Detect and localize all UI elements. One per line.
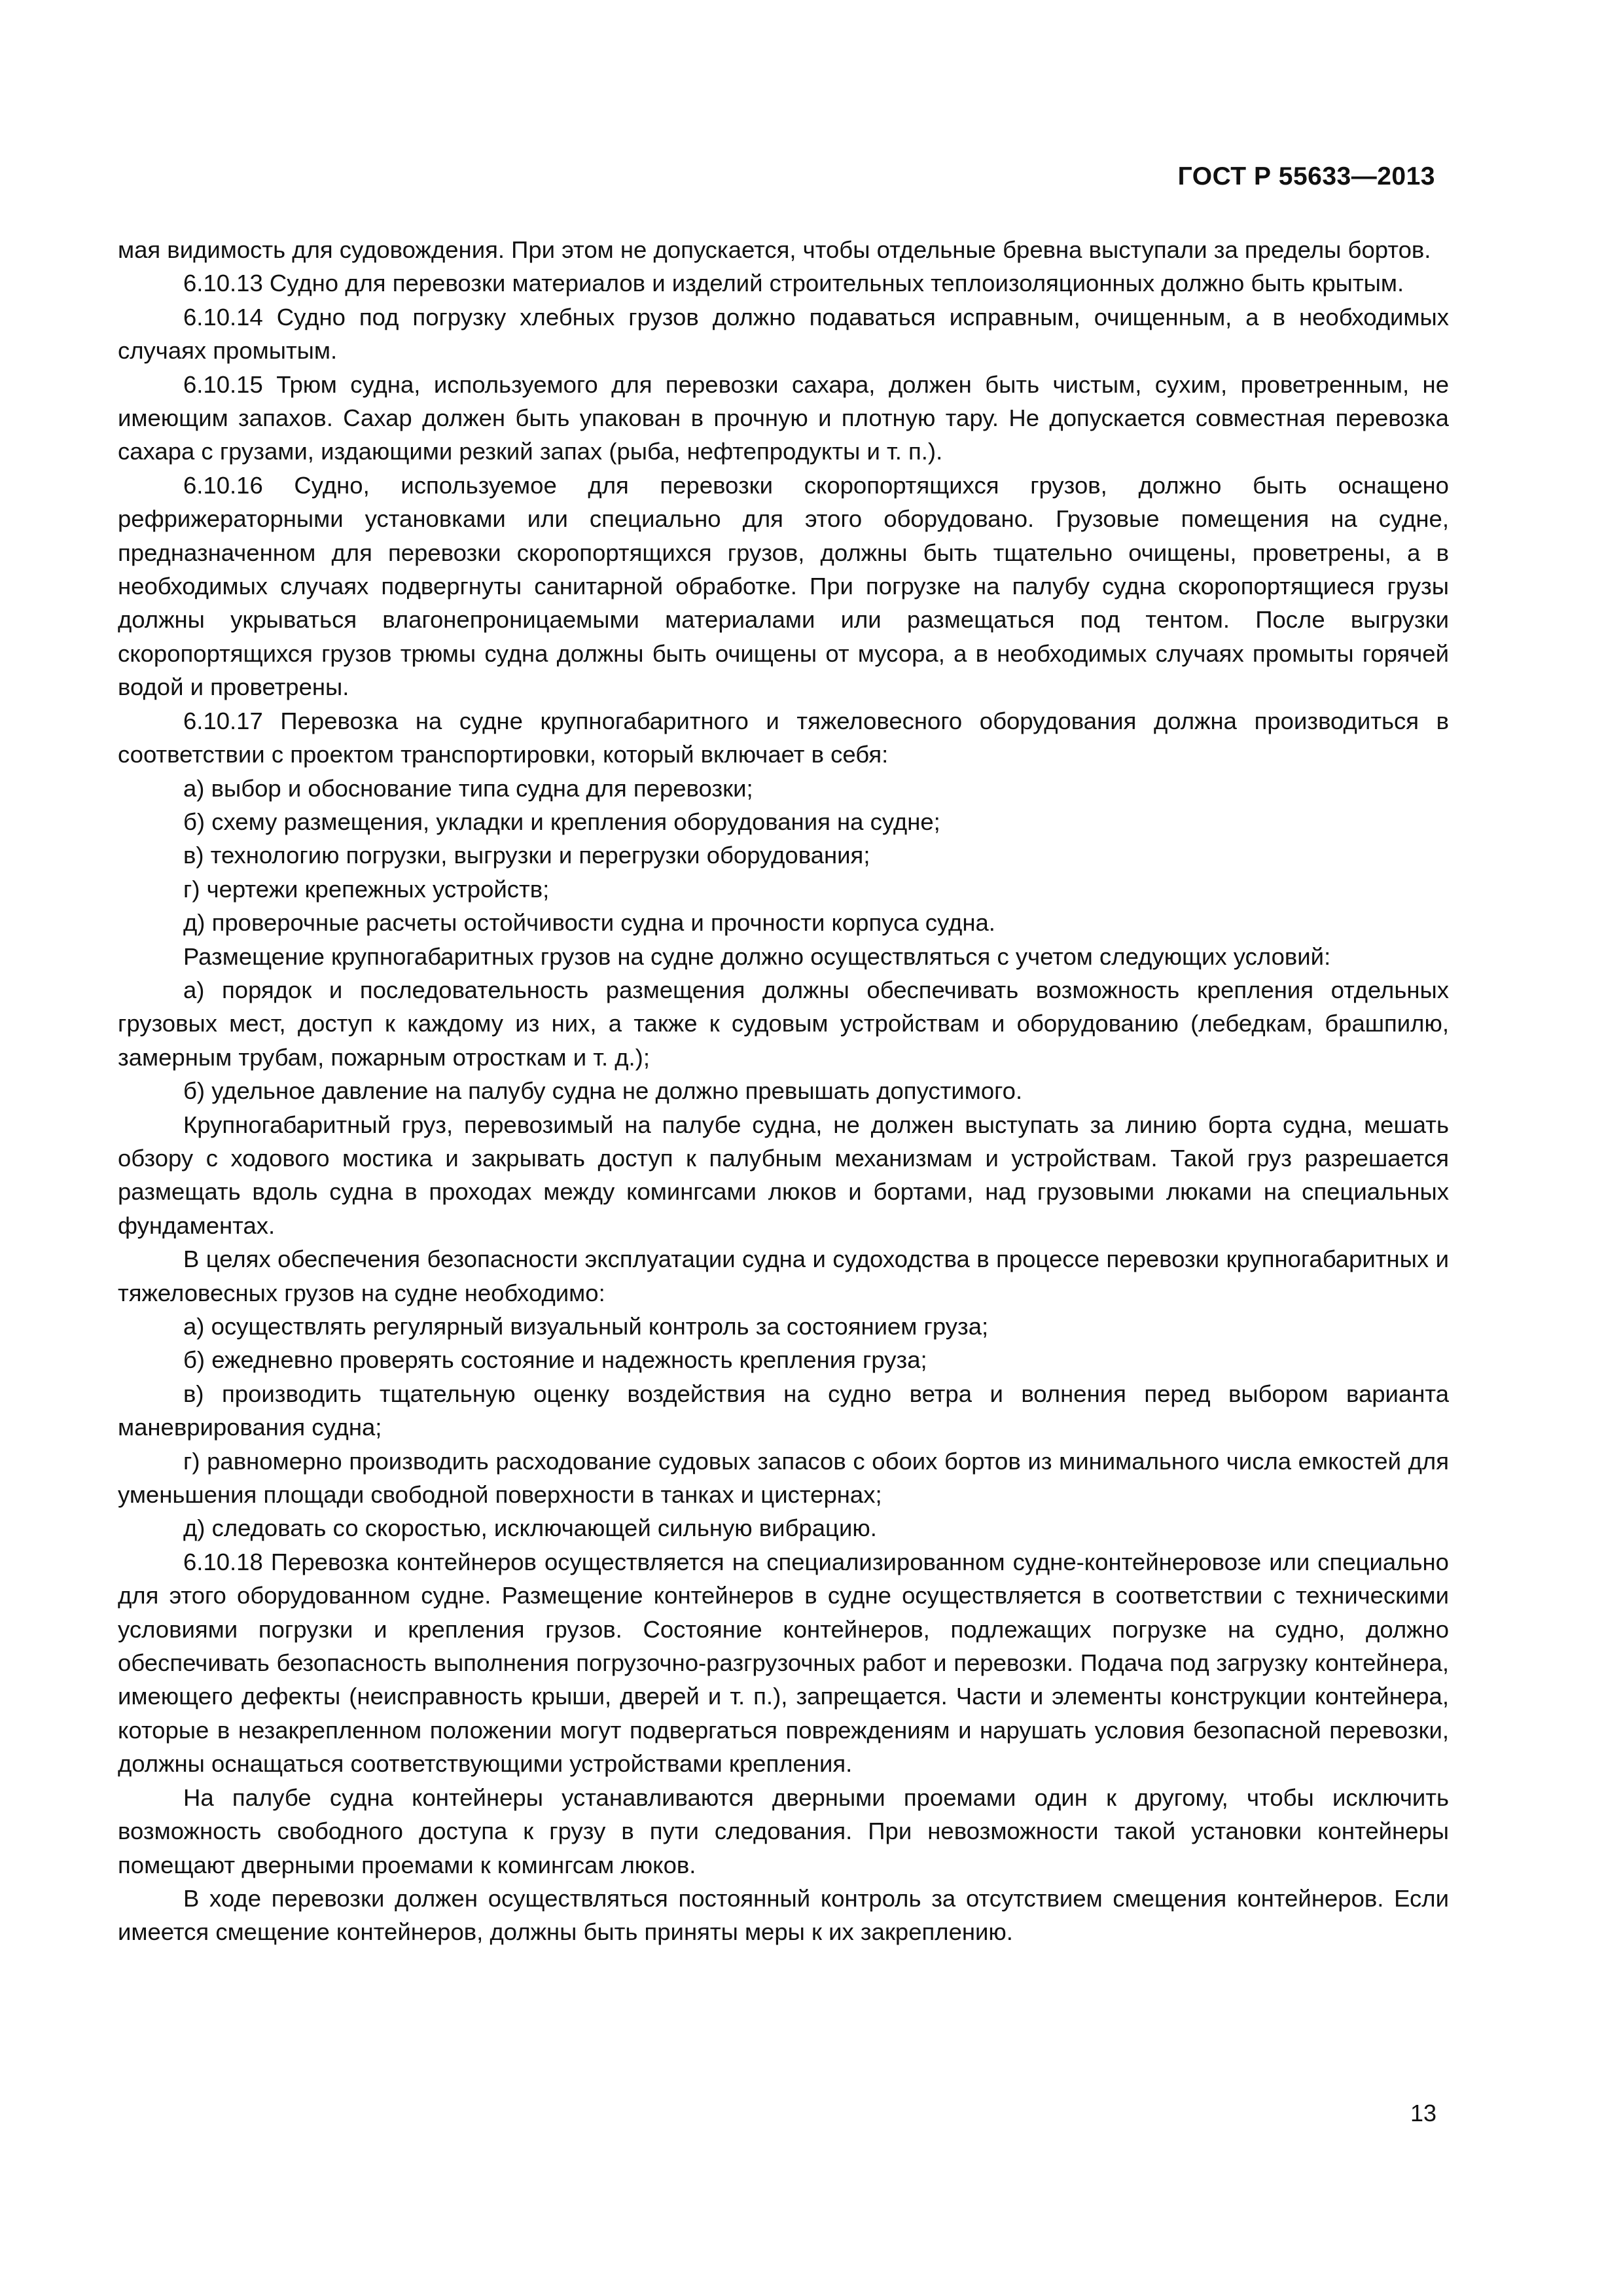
paragraph: Размещение крупногабаритных грузов на судне должно осуществляться с учетом следующих условий: — [183, 942, 1331, 970]
paragraph: 6.10.18 Перевозка контейнеров осуществляется на специализированном судне-контейнеровозе или специально для этого оборудованном судне. Размещение контейнеров в судне осуществляется в соответствии с техническими условиями погрузки и крепления грузов. Состояние контейнеров, подлежащих погрузке на судно, должно обеспечивать безопасность выполнения погрузочно-разгрузочных работ и перевозки. Подача под загрузку контейнера, имеющего дефекты (неисправность крыши, дверей и т. п.), запрещается. Части и элементы конструкции контейнера, которые в незакрепленном положении могут подвергаться повреждениям и нарушать условия безопасной перевозки, должны оснащаться соответствующими устройствами крепления. — [118, 1548, 1449, 1778]
paragraph: Крупногабаритный груз, перевозимый на палубе судна, не должен выступать за линию борта судна, мешать обзору с ходового мостика и закрывать доступ к палубным механизмам и устройствам. Такой груз разрешается размещать вдоль судна в проходах между комингсами люков и бортами, над грузовыми люками на специальных фундаментах. — [118, 1111, 1449, 1239]
paragraph: мая видимость для судовождения. При этом не допускается, чтобы отдельные бревна выступали за пределы бортов. — [118, 236, 1431, 263]
document-body — [118, 233, 1449, 1949]
list-item: б) ежедневно проверять состояние и надежность крепления груза; — [183, 1346, 927, 1374]
paragraph: 6.10.13 Судно для перевозки материалов и изделий строительных теплоизоляционных должно быть крытым. — [183, 270, 1404, 297]
page-number: 13 — [1410, 2100, 1436, 2126]
paragraph: 6.10.15 Трюм судна, используемого для перевозки сахара, должен быть чистым, сухим, проветренным, не имеющим запахов. Сахар должен быть упакован в прочную и плотную тару. Не допускается совместная перевозка сахара с грузами, издающими резкий запах (рыба, нефтепродукты и т. п.). — [118, 370, 1449, 465]
list-item: в) производить тщательную оценку воздействия на судно ветра и волнения перед выбором варианта маневрирования судна; — [118, 1380, 1449, 1441]
paragraph: В целях обеспечения безопасности эксплуатации судна и судоходства в процессе перевозки крупногабаритных и тяжеловесных грузов на судне необходимо: — [118, 1246, 1449, 1306]
paragraph: 6.10.14 Судно под погрузку хлебных грузов должно подаваться исправным, очищенным, а в необходимых случаях промытым. — [118, 303, 1449, 365]
paragraph: В ходе перевозки должен осуществляться постоянный контроль за отсутствием смещения контейнеров. Если имеется смещение контейнеров, должны быть приняты меры к их закреплению. — [118, 1884, 1449, 1946]
list-item: а) осуществлять регулярный визуальный контроль за состоянием груза; — [183, 1313, 989, 1340]
list-item: д) следовать со скоростью, исключающей сильную вибрацию. — [183, 1515, 877, 1542]
list-item: в) технологию погрузки, выгрузки и перегрузки оборудования; — [183, 842, 870, 869]
list-item: б) схему размещения, укладки и крепления оборудования на судне; — [183, 808, 940, 835]
list-item: г) чертежи крепежных устройств; — [183, 875, 550, 903]
paragraph: 6.10.17 Перевозка на судне крупногабаритного и тяжеловесного оборудования должна производиться в соответствии с проектом транспортировки, который включает в себя: — [118, 707, 1449, 768]
paragraph: 6.10.16 Судно, используемое для перевозки скоропортящихся грузов, должно быть оснащено рефрижераторными установками или специально для этого оборудовано. Грузовые помещения на судне, предназначенном для перевозки скоропортящихся грузов, должны быть тщательно очищены, проветрены, а в необходимых случаях подвергнуты санитарной обработке. При погрузке на палубу судна скоропортящиеся грузы должны укрываться влагонепроницаемыми материалами или размещаться под тентом. После выгрузки скоропортящихся грузов трюмы судна должны быть очищены от мусора, а в необходимых случаях промыты горячей водой и проветрены. — [118, 471, 1449, 701]
paragraph: На палубе судна контейнеры устанавливаются дверными проемами один к другому, чтобы исключить возможность свободного доступа к грузу в пути следования. При невозможности такой установки контейнеры помещают дверными проемами к комингсам люков. — [118, 1784, 1449, 1878]
list-item: а) выбор и обоснование типа судна для перевозки; — [183, 774, 753, 802]
list-item: а) порядок и последовательность размещения должны обеспечивать возможность крепления отдельных грузовых мест, доступ к каждому из них, а также к судовым устройствам и оборудованию (лебедкам, брашпилю, замерным трубам, пожарным отросткам и т. д.); — [118, 976, 1449, 1071]
list-item: д) проверочные расчеты остойчивости судна и прочности корпуса судна. — [183, 909, 995, 937]
list-item: б) удельное давление на палубу судна не должно превышать допустимого. — [183, 1077, 1023, 1105]
list-item: г) равномерно производить расходование судовых запасов с обоих бортов из минимального числа емкостей для уменьшения площади свободной поверхности в танках и цистернах; — [118, 1447, 1449, 1509]
document-header: ГОСТ Р 55633—2013 — [1177, 162, 1435, 190]
